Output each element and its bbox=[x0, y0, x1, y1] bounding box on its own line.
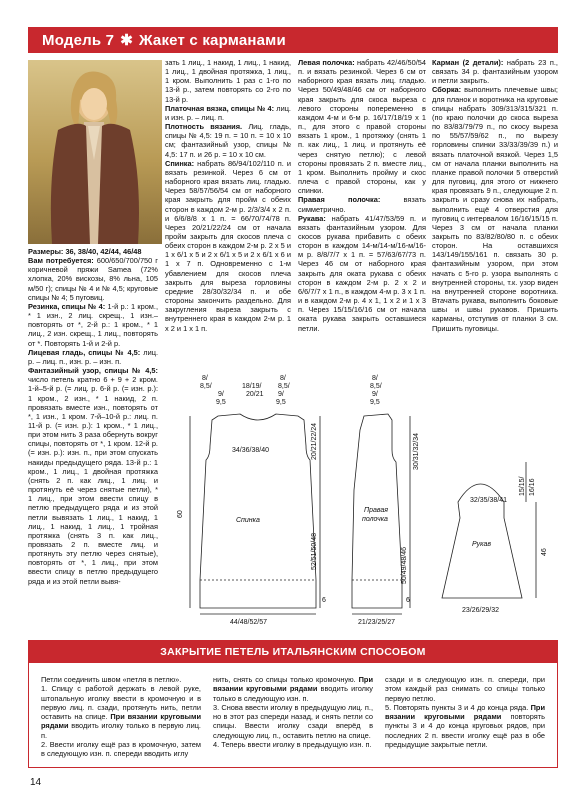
back-shoulder-l-1: 8/ bbox=[202, 375, 208, 382]
left-front-text: набрать 42/46/50/54 п. и вязать резинкой. Через 6 см от наборного края вязать лиц. гладью. Через 50/49/48/46 см от наборного края закрыть для скоса выреза с левого стороны попеременно в каждом 4-м и 6-м р. 16/17/18/19 x 1 п., для этого с правой стороны вязать 1 кром., 1 протяжку (снять 1 п. как лиц., 1 лиц. и протянуть её через снятую петлю); с левой стороны провязать 2 п. вместе лиц., 1 кром. Выполнить пройму и скос плеча с правой стороны, как у спинки. bbox=[298, 58, 426, 196]
bind-off-round-label-2: При вязании круговыми рядами bbox=[213, 675, 373, 694]
front-shoulder-4: 9,5 bbox=[370, 399, 380, 406]
materials-label: Вам потребуется: bbox=[28, 256, 94, 266]
model-title: Жакет с карманами bbox=[138, 31, 286, 49]
sleeve-cuff-label: 23/26/29/32 bbox=[462, 607, 499, 614]
garter-label: Платочная вязка, спицы № 4: bbox=[165, 103, 275, 113]
back-outline bbox=[200, 414, 316, 608]
back-shoulder-r-2: 8,5/ bbox=[278, 383, 290, 390]
back-rib-label: 6 bbox=[322, 597, 326, 604]
instructions-column-3 bbox=[298, 58, 426, 363]
bind-off-step-2: 2. Ввести иголку ещё раз в кромочную, затем в следующую изн. п. спереди вводить иглу bbox=[41, 740, 201, 759]
sleeve-label: Рукав bbox=[472, 541, 492, 548]
garter-text: лиц. и изн. р. – лиц. п. bbox=[165, 103, 291, 122]
armhole-label: 20/21/22/24 bbox=[311, 423, 318, 460]
back-shoulder-l-4: 9,5 bbox=[216, 399, 226, 406]
bind-off-step-3: 3. Снова ввести иголку в предыдущую лиц. п., но в этот раз спереди назад, и снять петли со спицы. Ввести иголку сзади вперёд в следующую лиц. п., оставить петлю на спице. bbox=[213, 702, 373, 740]
back-neck-bottom: 20/21 bbox=[246, 391, 264, 398]
back-text: набрать 86/94/102/110 п. и вязать резинкой. Через 6 см от наборного края вязать лиц. гладью. Через 58/57/56/54 см от наборного края закрыть для пройм с обеих сторон в каждом 2-м р. 2/3/3/4 x 2 п. и 6/6/8/8 x 1 п. = 66/70/74/78 п. Через 20/21/22/24 см от начала пройм закрыть для скосов плеча с обеих сторон в каждом 2-м р. 2 x 5 и 1 x 6/1 x 5 и 2 x 6/1 x 5 и 2 x 6/1 x 6 и 1 x 7 п. Одновременно с 1-м убавлением для скосов плеча закрыть для выреза горловины средние 28/30/32/34 п. и обе стороны закончить раздельно. Для закругления выреза закрыть с внутреннего края в каждом 2-м р. 1 x 2 и 1 x 1 п. bbox=[165, 158, 291, 333]
fancy-pattern-label: Фантазийный узор, спицы № 4,5: bbox=[28, 366, 158, 376]
bind-off-intro: Петли соединить швом «петля в петлю». bbox=[41, 675, 182, 684]
back-neck-top: 18/19/ bbox=[242, 383, 262, 390]
right-front-label: Правая полочка: bbox=[298, 195, 381, 205]
assembly-label: Сборка: bbox=[432, 85, 462, 95]
sleeve-cap-label-1: 15/15/ bbox=[519, 476, 526, 496]
bind-off-step-1-end: вводить иголку только в первую лиц. п. bbox=[41, 721, 201, 740]
right-front-text: вязать симметрично. bbox=[298, 195, 426, 214]
rib-text: 1-й р.: 1 кром., * 1 изн., 2 лиц. скрещ., 1 изн.– повторять от *, 2-й р.: 1 кром., * 1 лиц., 2 изн. скрещ., 1 лиц., повторять от *. Повторять 1-й и 2-й р. bbox=[28, 301, 158, 348]
sleeves-text: набрать 41/47/53/59 п. и вязать фантазийным узором. Для скосов рукава прибавить с обеих сторон в каждом 14-м/14-м/16-м/16-м р. 8/8/7/7 x 1 п. = 57/63/67/73 п. Через 46 см от наборного края закрыть для оката рукава с обеих сторон в каждом 2-м р. 2 x 2 и 6/6/7/7 x 1 п., в каждом 4-м р. 3 x 1 п. и в каждом 2-м р. 4 x 1, 1 x 2 и 1 x 3 п. Через 15/15/16/16 см от начала оката рукава закрыть оставшиеся петли. bbox=[298, 213, 426, 333]
bind-off-step-4-end: сзади и в следующую изн. п. спереди, при этом каждый раз снимать со спицы только первую петлю. bbox=[385, 675, 545, 703]
bind-off-step-5: 5. Повторять пункты 3 и 4 до конца ряда. bbox=[385, 702, 531, 712]
front-shoulder-2: 8,5/ bbox=[370, 383, 382, 390]
model-number: Модель 7 bbox=[42, 31, 115, 49]
back-hem-label: 44/48/52/57 bbox=[230, 619, 267, 626]
back-height-label: 60 bbox=[177, 510, 184, 518]
instructions-column-2 bbox=[165, 58, 291, 383]
model-header bbox=[28, 27, 558, 53]
sleeve-cap-label-2: 16/16 bbox=[529, 478, 536, 496]
left-front-label: Левая полочка: bbox=[298, 58, 355, 67]
front-side-label: 50/49/48/46 bbox=[401, 547, 408, 584]
gauge-text: Лиц. гладь, спицы № 4,5: 19 п. = 10 п. = 10 x 10 см; фантазийный узор, спицы № 4,5: 17 п. и 26 р. = 10 x 10 см. bbox=[165, 122, 291, 159]
back-shoulder-r-3: 9/ bbox=[278, 391, 284, 398]
sleeve-length-label: 46 bbox=[541, 548, 548, 556]
back-label: Спинка: bbox=[165, 158, 195, 168]
model-photo-icon bbox=[28, 60, 162, 244]
bind-off-step-5-end: повторять пункты 3 и 4 до конца круговых рядов, при последних 2 п. ввести иголку ещё раз в обе предыдущие закрытые петли. bbox=[385, 712, 546, 750]
back-shoulder-r-1: 8/ bbox=[280, 375, 286, 382]
back-side-label: 52/51/50/48 bbox=[311, 533, 318, 570]
bind-off-round-label-3: При вязании круговыми рядами bbox=[385, 702, 545, 722]
page-number: 14 bbox=[30, 777, 42, 788]
back-shoulder-l-3: 9/ bbox=[218, 391, 224, 398]
front-neck-label: 30/31/32/34 bbox=[413, 433, 420, 470]
model-photo bbox=[28, 60, 162, 244]
instructions-column-4 bbox=[432, 58, 558, 343]
sleeves-label: Рукава: bbox=[298, 213, 326, 223]
front-shoulder-1: 8/ bbox=[372, 375, 378, 382]
italian-bind-off-title: ЗАКРЫТИЕ ПЕТЕЛЬ ИТАЛЬЯНСКИМ СПОСОБОМ bbox=[29, 641, 557, 663]
back-shoulder-l-2: 8,5/ bbox=[200, 383, 212, 390]
bind-off-step-4: 4. Теперь ввести иголку в предыдущую изн. п. bbox=[213, 740, 372, 750]
bind-off-column-3 bbox=[385, 675, 545, 749]
back-label: Спинка bbox=[236, 517, 260, 524]
materials-text: 600/650/700/750 г коричневой пряжи Samea (72% хлопка, 20% вискозы, 8% льна, 105 м/50 г); спицы № 4 и № 4,5; круговые спицы № 4; 5 пуговиц. bbox=[28, 256, 158, 302]
pattern-continuation-text: зать 1 лиц., 1 накид, 1 лиц., 1 накид, 1 лиц., 1 двойная протяжка, 1 лиц., 1 кром. Выполнить 1 раз с 1-го по 13-й р., затем повторять со 2-го по 13-й р. bbox=[165, 58, 291, 104]
bind-off-step-1: 1. Спицу с работой держать в левой руке, штопальную иголку ввести в кромочную и в первую лиц. п. сзади, протянуть нить, петли оставить на спице. bbox=[41, 684, 201, 722]
bind-off-step-2-end: нить, снять со спицы только кромочную. bbox=[213, 675, 359, 684]
pocket-text: набрать 23 п., связать 34 р. фантазийным узором и петли закрыть. bbox=[432, 58, 558, 86]
bind-off-step-2-round: вводить иголку только в следующую изн. п. bbox=[213, 684, 374, 703]
bind-off-column-2 bbox=[213, 675, 373, 749]
sizes-text: Размеры: 36, 38/40, 42/44, 46/48 bbox=[28, 247, 142, 256]
bind-off-column-1 bbox=[41, 675, 201, 759]
front-label-1: Правая bbox=[364, 507, 388, 514]
front-label-2: полочка bbox=[362, 516, 388, 523]
fancy-pattern-text: число петель кратно 6 + 9 + 2 кром. 1-й–5-й р. (= лиц. р. 6-й р. (= изн. р.): 1 кром., 2 изн., * 1 накид, 2 п. провязать вместе изн., повторять от *, 1 изн., 1 кром. 7-й–10-й р.: лиц. п. 11-й р. (= изн. р.): 1 кром., * 1 лиц., при этом нить 3 раза обернуть вокруг спицы, повторять от *, 1 кром. 12-й р. (= изн. р.): изн. п., при этом спускать накиды предыдущего ряда. 13-й р.: 1 кром., 1 лиц., 1 двойная протяжка (снять 2 п. как лиц., 1 лиц. и протянуть её через снятые петли), * 1 лиц., при этом ввести спицу в петлю предыдущего ряда и из этой петли вывязать 1 лиц., 1 накид, 1 лиц., 1 накид, 1 лиц., 1 тройная протяжка (снять 3 п. как лиц., провязать 2 п. вместе лиц. и протянуть эту петлю через снятые), повторять от *, 1 лиц., при этом ввести спицу в петлю предыдущего ряда и из этой петли вывя- bbox=[28, 375, 158, 586]
front-hem-label: 21/23/25/27 bbox=[358, 619, 395, 626]
front-shoulder-3: 9/ bbox=[372, 391, 378, 398]
pattern-schematic bbox=[160, 370, 560, 630]
front-rib-label: 6 bbox=[406, 597, 410, 604]
stockinette-label: Лицевая гладь, спицы № 4,5: bbox=[28, 347, 141, 357]
pocket-label: Карман (2 детали): bbox=[432, 58, 504, 67]
stockinette-text: лиц. р. – лиц. п., изн. р. – изн. п. bbox=[28, 347, 158, 366]
gauge-label: Плотность вязания. bbox=[165, 122, 243, 132]
star-icon: ✱ bbox=[120, 32, 133, 49]
instructions-column-1 bbox=[28, 247, 158, 617]
back-chest-label: 34/36/38/40 bbox=[232, 447, 269, 454]
rib-label: Резинка, спицы № 4: bbox=[28, 301, 106, 311]
assembly-text: выполнить плечевые швы; для планок и воротника на круговые спицы набрать 309/313/315/321 п. (по краю полочки до скоса выреза по 83/83/79/79 п., по скосу выреза по 55/57/59/62 п., по вырезу горловины спинки 33/33/39/39 п.) и вязать платочной вязкой. Через 1,5 см от начала планки выполнить на планке правой полочки 5 отверстий для пуговиц, для этого от нижнего края провязать 9 п., следующие 2 п. закрыть и сразу снова их набрать, выполнить ещё 4 отверстия для пуговиц с интервалом 16/16/15/15 п. Через 3 см от начала планки закрыть по 83/82/80/80 п. с обеих сторон. На оставшихся 143/149/155/161 п. связать 30 р. фантазийным узором, при этом начать с 5-го р. узора выполнять с внутренней стороны, т.к. узор виден на внутренней стороне воротника. Втачать рукава, выполнить боковые швы и швы рукавов. Пришить карманы, отступив от планки 3 см. Пришить пуговицы. bbox=[432, 85, 558, 333]
back-shoulder-r-4: 9,5 bbox=[276, 399, 286, 406]
italian-bind-off-panel bbox=[28, 640, 558, 768]
bind-off-round-label-1: При вязании круговыми рядами bbox=[41, 712, 202, 731]
sleeve-width-label: 32/35/38/41 bbox=[470, 497, 507, 504]
